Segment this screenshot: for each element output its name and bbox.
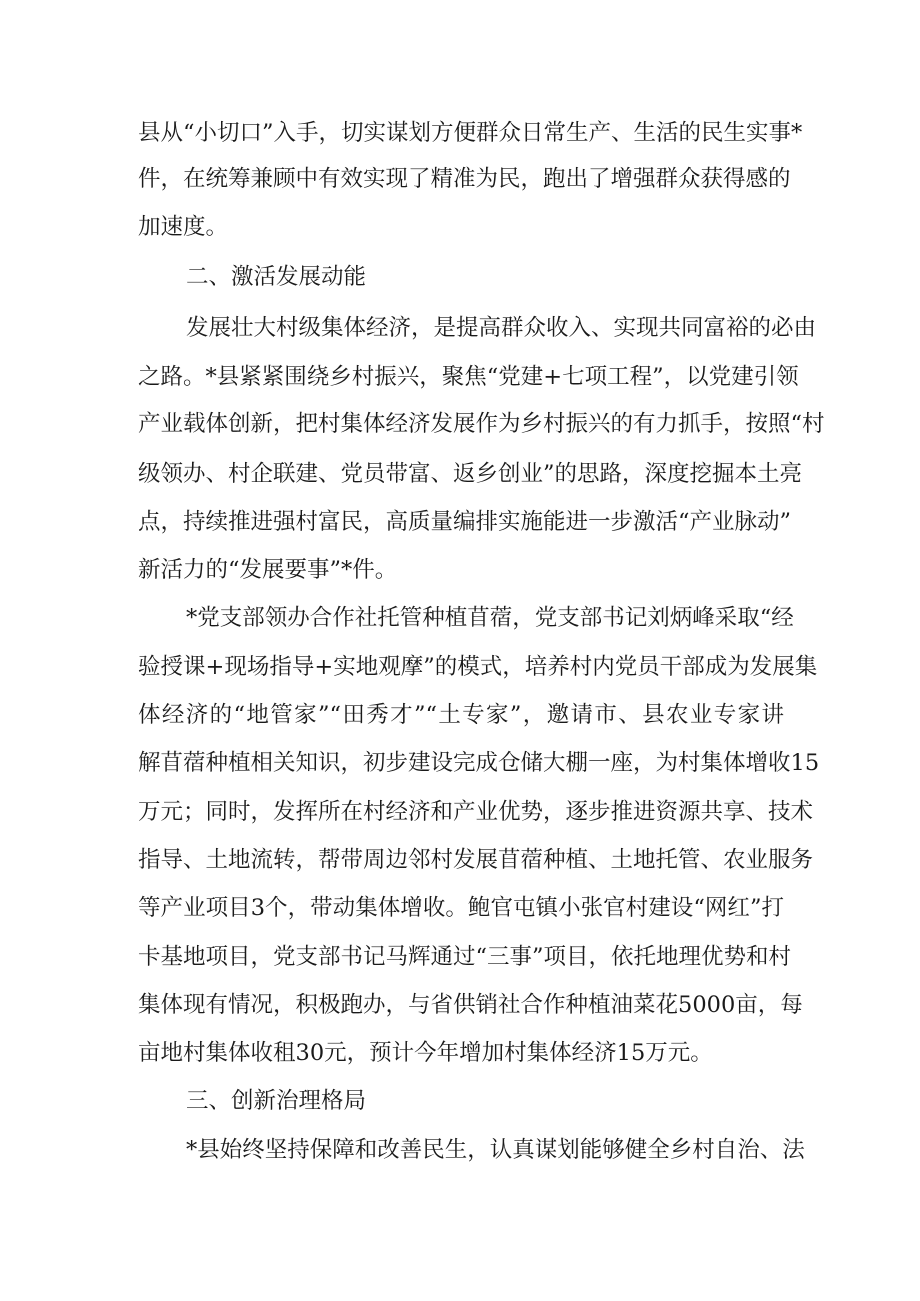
paragraph-line: 等产业项目3个，带动集体增收。鲍官屯镇小张官村建设“网红”打 — [138, 895, 784, 921]
paragraph-line: 之路。*县紧紧围绕乡村振兴，聚焦“党建+七项工程”，以党建引领 — [138, 364, 799, 390]
paragraph-line: 发展壮大村级集体经济，是提高群众收入、实现共同富裕的必由 — [186, 315, 817, 341]
paragraph-line: 卡基地项目，党支部书记马辉通过“三事”项目，依托地理优势和村 — [138, 944, 792, 970]
paragraph-line: 新活力的“发展要事”*件。 — [138, 557, 398, 583]
paragraph-line: 加速度。 — [138, 214, 229, 240]
paragraph-line: *党支部领办合作社托管种植苜蓿，党支部书记刘炳峰采取“经 — [186, 605, 794, 631]
paragraph-line: 体经济的“地管家”“田秀才”“土专家”，邀请市、县农业专家讲 — [138, 702, 784, 728]
paragraph-line: 县从“小切口”入手，切实谋划方便群众日常生产、生活的民生实事* — [138, 120, 803, 146]
paragraph-line: 级领办、村企联建、党员带富、返乡创业”的思路，深度挖掘本土亮 — [138, 461, 803, 487]
paragraph-line: *县始终坚持保障和改善民生，认真谋划能够健全乡村自治、法 — [186, 1137, 805, 1163]
paragraph-line: 万元；同时，发挥所在村经济和产业优势，逐步推进资源共享、技术 — [138, 799, 814, 825]
paragraph-line: 亩地村集体收租30元，预计今年增加村集体经济15万元。 — [138, 1040, 713, 1066]
paragraph-line: 验授课+现场指导+实地观摩”的模式，培养村内党员干部成为发展集 — [138, 654, 818, 680]
paragraph-line: 指导、土地流转，帮带周边邻村发展苜蓿种植、土地托管、农业服务 — [138, 847, 814, 873]
section-heading: 三、创新治理格局 — [186, 1088, 367, 1114]
paragraph-line: 集体现有情况，积极跑办，与省供销社合作种植油菜花5000亩，每 — [138, 992, 803, 1018]
paragraph-line: 件，在统筹兼顾中有效实现了精准为民，跑出了增强群众获得感的 — [138, 166, 791, 192]
section-heading: 二、激活发展动能 — [186, 264, 367, 290]
paragraph-line: 产业载体创新，把村集体经济发展作为乡村振兴的有力抓手，按照“村 — [138, 411, 825, 437]
paragraph-line: 点，持续推进强村富民，高质量编排实施能进一步激活“产业脉动” — [138, 509, 792, 535]
paragraph-line: 解苜蓿种植相关知识，初步建设完成仓储大棚一座，为村集体增收15 — [138, 750, 820, 776]
